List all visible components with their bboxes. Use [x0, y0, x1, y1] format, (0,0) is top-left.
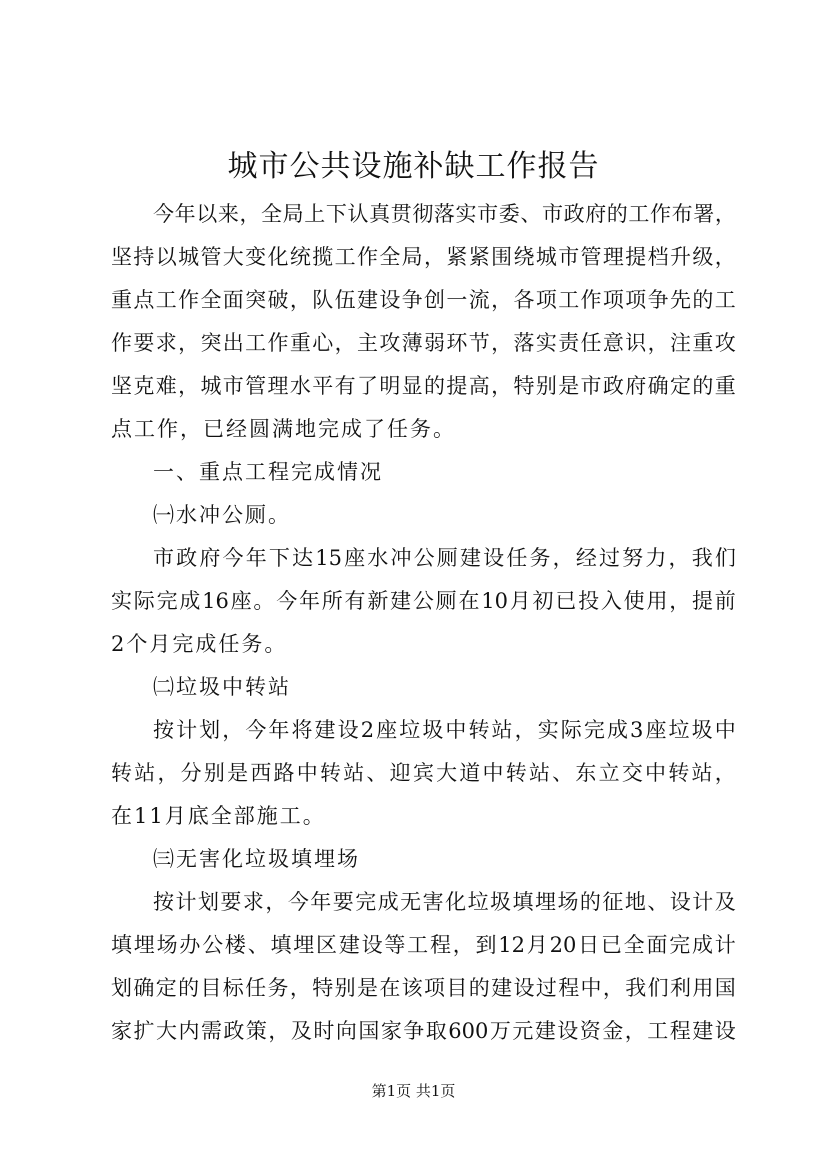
- page-footer: 第1页 共1页: [371, 1082, 456, 1100]
- subsection-heading: ㈡垃圾中转站: [153, 675, 291, 699]
- paragraph-line: 坚 持 以 城 管 大 变 化 统 揽 工 作 全 局 ， 紧 紧 围 绕 城 市 管 理 提 档 升 级 ，: [111, 245, 736, 269]
- document-title: 城市公共设施补缺工作报告: [227, 149, 600, 184]
- paragraph-line: 作 要 求 ， 突 出 工 作 重 心 ， 主 攻 薄 弱 环 节 ， 落 实 责 任 意 识 ， 注 重 攻: [111, 331, 736, 355]
- paragraph-line: 坚 克 难 ， 城 市 管 理 水 平 有 了 明 显 的 提 高 ， 特 别 是 市 政 府 确 定 的 重: [111, 374, 736, 398]
- paragraph-line: 实 际 完 成 16 座 。 今 年 所 有 新 建 公 厕 在 10 月 初 已 投 入 使 用 ， 提 前: [111, 589, 736, 613]
- paragraph-line: 今 年 以 来 ， 全 局 上 下 认 真 贯 彻 落 实 市 委 、 市 政 府 的 工 作 布 署 ，: [153, 202, 736, 226]
- paragraph-line: 按 计 划 ， 今 年 将 建 设 2 座 垃 圾 中 转 站 ， 实 际 完 成 3 座 垃 圾 中: [153, 718, 736, 742]
- paragraph-line: 在11月底全部施工。: [111, 804, 326, 828]
- section-heading: 一、重点工程完成情况: [153, 460, 383, 484]
- paragraph-line: 点工作，已经圆满地完成了任务。: [111, 417, 456, 441]
- document-body: [111, 193, 736, 1053]
- paragraph-line: 2个月完成任务。: [111, 632, 288, 656]
- paragraph-line: 划 确 定 的 目 标 任 务 ， 特 别 是 在 该 项 目 的 建 设 过 程 中 ， 我 们 利 用 国: [111, 976, 736, 1000]
- paragraph-line: 家 扩 大 内 需 政 策 ， 及 时 向 国 家 争 取 600 万 元 建 设 资 金 ， 工 程 建 设: [111, 1019, 736, 1043]
- paragraph-line: 按 计 划 要 求 ， 今 年 要 完 成 无 害 化 垃 圾 填 埋 场 的 征 地 、 设 计 及: [153, 890, 736, 914]
- paragraph-line: 转 站 ， 分 别 是 西 路 中 转 站 、 迎 宾 大 道 中 转 站 、 东 立 交 中 转 站 ，: [111, 761, 736, 785]
- paragraph-line: 填 埋 场 办 公 楼 、 填 埋 区 建 设 等 工 程 ， 到 12 月 20 日 已 全 面 完 成 计: [111, 933, 736, 957]
- subsection-heading: ㈢无害化垃圾填埋场: [153, 847, 360, 871]
- paragraph-line: 市 政 府 今 年 下 达 15 座 水 冲 公 厕 建 设 任 务 ， 经 过 努 力 ， 我 们: [153, 546, 736, 570]
- subsection-heading: ㈠水冲公厕。: [153, 503, 291, 527]
- paragraph-line: 重 点 工 作 全 面 突 破 ， 队 伍 建 设 争 创 一 流 ， 各 项 工 作 项 项 争 先 的 工: [111, 288, 736, 312]
